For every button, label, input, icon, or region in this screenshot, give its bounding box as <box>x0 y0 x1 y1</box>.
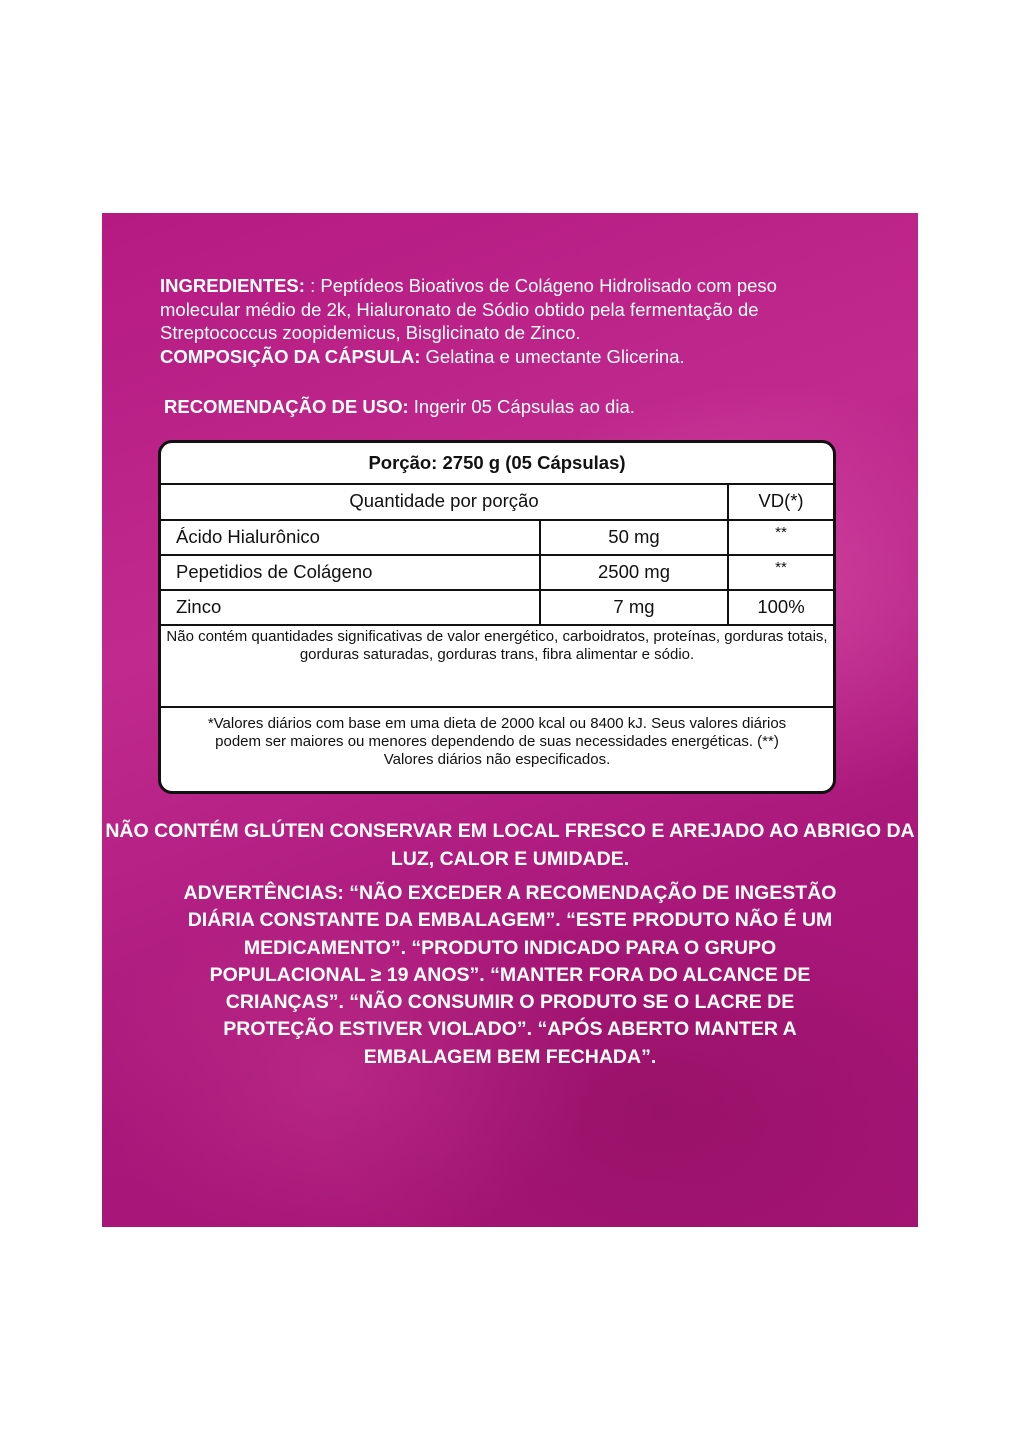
ingredients-label: INGREDIENTES: <box>160 275 305 296</box>
table-row <box>161 554 833 591</box>
ingredients-paragraph <box>160 274 860 345</box>
capsule-label: COMPOSIÇÃO DA CÁPSULA: <box>160 345 421 367</box>
nutrient-vd: ** <box>727 519 833 554</box>
usage-text: Ingerir 05 Cápsulas ao dia. <box>408 396 635 417</box>
nutrition-table <box>158 440 836 794</box>
warnings-text: ADVERTÊNCIAS: “NÃO EXCEDER A RECOMENDAÇÃO DE INGESTÃO DIÁRIA CONSTANTE DA EMBALAGEM”. “ESTE PRODUTO NÃO É UM MEDICAMENTO”. “PRODUTO INDICADO PARA O GRUPO POPULACIONAL ≥ 19 ANOS”. “MANTER FORA DO ALCANCE DE CRIANÇAS”. “NÃO CONSUMIR O PRODUTO SE O LACRE DE PROTEÇÃO ESTIVER VIOLADO”. “APÓS ABERTO MANTER A EMBALAGEM BEM FECHADA”. <box>183 882 837 1068</box>
nutrient-vd: 100% <box>727 589 833 624</box>
usage-label: RECOMENDAÇÃO DE USO: <box>164 396 409 417</box>
nutrient-amount: 50 mg <box>539 519 727 554</box>
gluten-storage-notice: NÃO CONTÉM GLÚTEN CONSERVAR EM LOCAL FRESCO E AREJADO AO ABRIGO DA LUZ, CALOR E UMIDADE. <box>105 820 915 870</box>
portion-title: Porção: 2750 g (05 Cápsulas) <box>368 452 626 473</box>
header-vd: VD(*) <box>727 483 833 519</box>
capsule-paragraph <box>160 345 860 369</box>
table-header-row <box>161 483 833 521</box>
nutrient-amount: 2500 mg <box>539 554 727 589</box>
header-quantity: Quantidade por porção <box>349 490 539 511</box>
nutrient-name: Ácido Hialurônico <box>176 525 320 547</box>
table-row <box>161 519 833 556</box>
ingredients-block <box>160 274 860 368</box>
label-panel <box>102 213 918 1227</box>
portion-row <box>161 443 833 485</box>
ingredients-text: : Peptídeos Bioativos de Colágeno Hidrolisado com peso molecular médio de 2k, Hialuronato de Sódio obtido pela fermentação de Streptococcus zoopidemicus, Bisglicinato de Zinco. <box>160 275 777 343</box>
nutrient-vd: ** <box>727 554 833 589</box>
nutrients-note: Não contém quantidades significativas de valor energético, carboidratos, proteínas, gorduras totais, gorduras saturadas, gorduras trans, fibra alimentar e sódio. <box>161 624 833 708</box>
nutrient-name: Zinco <box>176 595 222 617</box>
table-row <box>161 589 833 626</box>
nutrient-name: Pepetidios de Colágeno <box>176 560 373 582</box>
usage-recommendation <box>164 395 635 418</box>
nutrient-amount: 7 mg <box>539 589 727 624</box>
daily-values-note: *Valores diários com base em uma dieta de 2000 kcal ou 8400 kJ. Seus valores diários podem ser maiores ou menores dependendo de suas necessidades energéticas. (**) Valores diários não especificados. <box>207 715 787 768</box>
capsule-text: Gelatina e umectante Glicerina. <box>420 345 685 367</box>
